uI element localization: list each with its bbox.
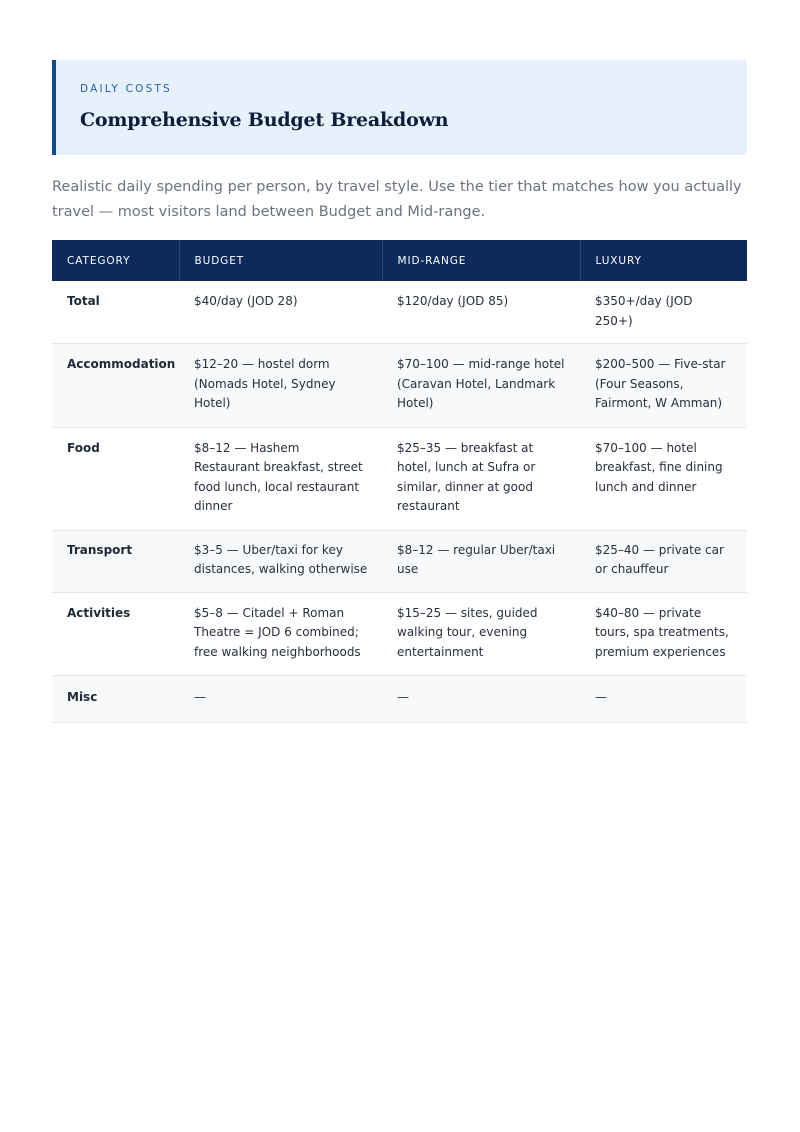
mid-range-cell: $120/day (JOD 85) [382, 281, 580, 344]
luxury-cell: $350+/day (JOD 250+) [580, 281, 747, 344]
row-category: Misc [52, 676, 179, 723]
mid-range-cell: $70–100 — mid-range hotel (Caravan Hotel, Landmark Hotel) [382, 344, 580, 428]
luxury-cell: — [580, 676, 747, 723]
table-row [52, 676, 747, 723]
row-category: Activities [52, 592, 179, 676]
row-category: Accommodation [52, 344, 179, 428]
budget-cell: $12–20 — hostel dorm (Nomads Hotel, Sydney Hotel) [179, 344, 382, 428]
table-header-row [52, 240, 747, 281]
intro-paragraph: Realistic daily spending per person, by travel style. Use the tier that matches how you actually travel — most visitors land between Budget and Mid-range. [52, 179, 742, 220]
row-category: Food [52, 427, 179, 530]
section-title: Comprehensive Budget Breakdown [80, 109, 449, 131]
table-row [52, 530, 747, 592]
luxury-cell: $200–500 — Five-star (Four Seasons, Fairmont, W Amman) [580, 344, 747, 428]
table-row [52, 427, 747, 530]
luxury-cell: $40–80 — private tours, spa treatments, premium experiences [580, 592, 747, 676]
table-header [52, 240, 747, 281]
mid-range-cell: $8–12 — regular Uber/taxi use [382, 530, 580, 592]
section-callout [52, 60, 747, 155]
row-category: Transport [52, 530, 179, 592]
table-body [52, 281, 747, 722]
budget-cell: $5–8 — Citadel + Roman Theatre = JOD 6 combined; free walking neighborhoods [179, 592, 382, 676]
column-header-budget: BUDGET [179, 240, 382, 281]
row-category: Total [52, 281, 179, 344]
column-header-mid-range: MID-RANGE [382, 240, 580, 281]
mid-range-cell: $25–35 — breakfast at hotel, lunch at Sufra or similar, dinner at good restaurant [382, 427, 580, 530]
column-header-category: CATEGORY [52, 240, 179, 281]
luxury-cell: $25–40 — private car or chauffeur [580, 530, 747, 592]
section-eyebrow: DAILY COSTS [80, 83, 172, 95]
budget-cell: $3–5 — Uber/taxi for key distances, walking otherwise [179, 530, 382, 592]
table-row [52, 592, 747, 676]
mid-range-cell: $15–25 — sites, guided walking tour, evening entertainment [382, 592, 580, 676]
table-row [52, 344, 747, 428]
mid-range-cell: — [382, 676, 580, 723]
budget-table [52, 240, 747, 723]
luxury-cell: $70–100 — hotel breakfast, fine dining lunch and dinner [580, 427, 747, 530]
budget-cell: $8–12 — Hashem Restaurant breakfast, street food lunch, local restaurant dinner [179, 427, 382, 530]
table-row [52, 281, 747, 344]
budget-cell: — [179, 676, 382, 723]
budget-cell: $40/day (JOD 28) [179, 281, 382, 344]
column-header-luxury: LUXURY [580, 240, 747, 281]
page [52, 60, 747, 723]
